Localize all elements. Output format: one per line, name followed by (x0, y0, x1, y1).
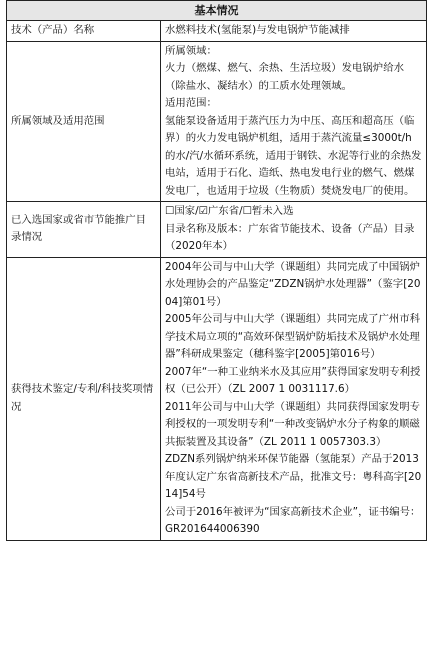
award-item: 2007年“一种工业纳米水及其应用”获得国家发明专利授权（已公开）（ZL 2007 1 0031117.6） (165, 365, 421, 395)
tech-name-label: 技术（产品）名称 (7, 21, 161, 42)
award-item: 公司于2016年被评为“国家高新技术企业”，证书编号：GR201644006390 (165, 505, 421, 535)
catalog-checkboxes: ☐国家/☑广东省/☐暂未入选 (165, 205, 294, 217)
scope-label: 所属领域及适用范围 (7, 41, 161, 202)
row-scope (7, 41, 427, 202)
title-row (7, 1, 427, 21)
scope-value (161, 41, 427, 202)
table-title: 基本情况 (7, 1, 427, 21)
catalog-label: 已入选国家或省市节能推广目录情况 (7, 202, 161, 258)
applicable-text: 氢能泵设备适用于蒸汽压力为中压、高压和超高压（临界）的火力发电锅炉机组，适用于蒸汽流量≤3000t/h的水/汽/水循环系统，适用于钢铁、水泥等行业的余热发电站，适用于石化、造纸、热电发电行业的燃气、燃煤发电厂，也适用于垃圾（生物质）焚烧发电厂的使用。 (165, 114, 422, 197)
tech-name-value: 水燃料技术(氢能泵)与发电锅炉节能减排 (161, 21, 427, 42)
applicable-heading: 适用范围： (165, 97, 217, 109)
field-heading: 所属领域： (165, 44, 217, 57)
info-sheet (6, 0, 426, 541)
catalog-text: 目录名称及版本：广东省节能技术、设备（产品）目录（2020年本） (165, 222, 415, 252)
row-catalog (7, 202, 427, 258)
award-item: 2004年公司与中山大学（课题组）共同完成了中国锅炉水处理协会的产品鉴定“ZDZN锅炉水处理器”（鉴字[2004]第01号） (165, 260, 421, 308)
row-tech-name (7, 21, 427, 42)
award-item: 2011年公司与中山大学（课题组）共同获得国家发明专利授权的一项发明专利“一种改变锅炉水分子构象的顺磁共振装置及其设备”（ZL 2011 1 0057303.3） (165, 400, 421, 448)
catalog-value (161, 202, 427, 258)
field-text: 火力（燃煤、燃气、余热、生活垃圾）发电锅炉给水（除盐水、凝结水）的工质水处理领域。 (165, 62, 404, 92)
awards-label: 获得技术鉴定/专利/科技奖项情况 (7, 257, 161, 540)
row-awards (7, 257, 427, 540)
award-item: 2005年公司与中山大学（课题组）共同完成了广州市科学技术局立项的“高效环保型锅炉防垢技术及锅炉水处理器”科研成果鉴定（穗科鉴字[2005]第016号） (165, 313, 421, 360)
basic-info-table (6, 0, 427, 541)
awards-value (161, 257, 427, 540)
award-item: ZDZN系列锅炉纳米环保节能器（氢能泵）产品于2013年度认定广东省高新技术产品，批准文号：粤科高字[2014]54号 (165, 453, 422, 500)
